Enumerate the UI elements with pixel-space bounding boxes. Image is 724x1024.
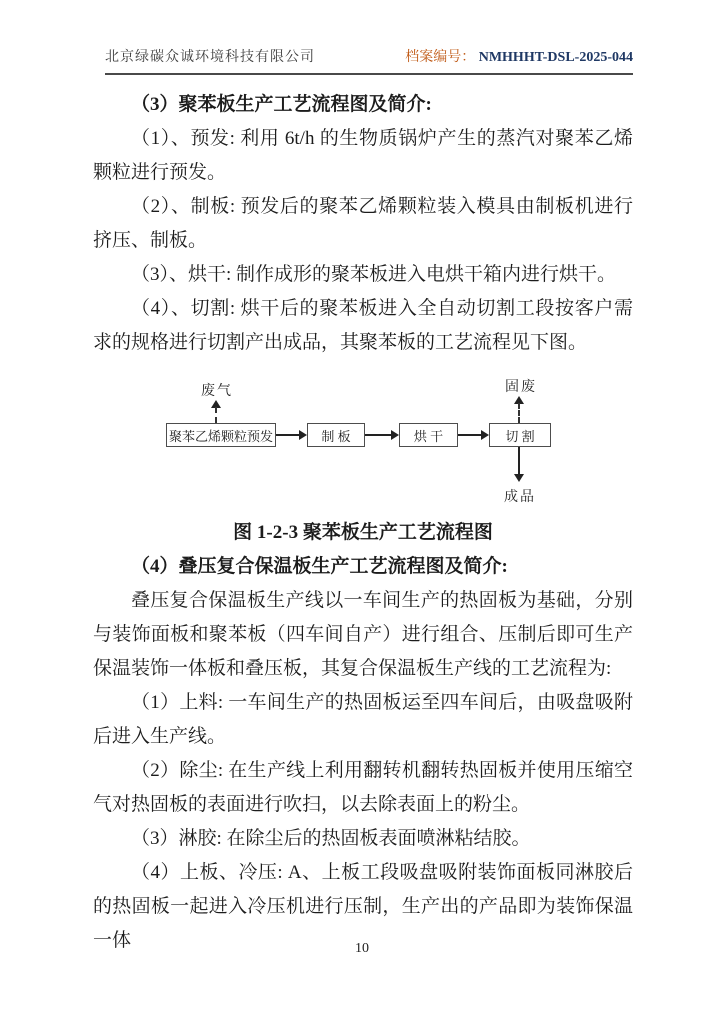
product-label: 成品 (504, 490, 536, 505)
paragraph: （4）上板、冷压: A、上板工段吸盘吸附装饰面板同淋胶后的热固板一起进入冷压机进行压制，生产出的产品即为装饰保温一体 (93, 862, 633, 951)
page-number: 10 (355, 941, 369, 956)
page-header (105, 46, 633, 75)
archive-label: 档案编号： (405, 50, 476, 65)
arrow-right-icon (299, 430, 307, 440)
dashed-line (518, 403, 520, 423)
paragraph: （3）、烘干: 制作成形的聚苯板进入电烘干箱内进行烘干。 (131, 264, 617, 285)
solid-waste-label: 固废 (505, 380, 537, 395)
section3-heading: （3）聚苯板生产工艺流程图及简介: (131, 94, 432, 115)
paragraph: （2）、制板: 预发后的聚苯乙烯颗粒装入模具由制板机进行挤压、制板。 (93, 196, 633, 251)
dashed-line (215, 407, 217, 423)
waste-gas-label: 废气 (201, 384, 233, 399)
flow-box-pre-expansion: 聚苯乙烯颗粒预发 (166, 423, 276, 447)
figure-caption: 图 1-2-3 聚苯板生产工艺流程图 (233, 522, 493, 543)
paragraph: 叠压复合保温板生产线以一车间生产的热固板为基础，分别与装饰面板和聚苯板（四车间自产）进行组合、压制后即可生产保温装饰一体板和叠压板，其复合保温板生产线的工艺流程为: (93, 590, 633, 679)
arrow-down-icon (514, 474, 524, 482)
paragraph: （3）淋胶: 在除尘后的热固板表面喷淋粘结胶。 (131, 828, 531, 849)
paragraph: （1）上料: 一车间生产的热固板运至四车间后，由吸盘吸附后进入生产线。 (93, 692, 633, 747)
flow-box-board-making: 制 板 (307, 423, 365, 447)
flow-line (518, 447, 520, 475)
document-body (93, 88, 633, 958)
flow-line (458, 434, 482, 436)
company-name: 北京绿碳众诚环境科技有限公司 (105, 50, 315, 65)
flow-line (365, 434, 392, 436)
arrow-right-icon (481, 430, 489, 440)
flow-box-cutting: 切 割 (489, 423, 551, 447)
archive-id (405, 46, 633, 66)
arrow-right-icon (391, 430, 399, 440)
paragraph: （1）、预发: 利用 6t/h 的生物质锅炉产生的蒸汽对聚苯乙烯颗粒进行预发。 (93, 128, 633, 183)
process-flow-diagram (93, 376, 633, 510)
flow-line (276, 434, 300, 436)
archive-number: NMHHHT-DSL-2025-044 (478, 50, 633, 65)
section4-heading: （4）叠压复合保温板生产工艺流程图及简介: (131, 556, 508, 577)
paragraph: （4）、切割: 烘干后的聚苯板进入全自动切割工段按客户需求的规格进行切割产出成品，其聚苯板的工艺流程见下图。 (93, 298, 633, 353)
flow-box-drying: 烘 干 (399, 423, 458, 447)
page-footer (0, 941, 724, 957)
paragraph: （2）除尘: 在生产线上利用翻转机翻转热固板并使用压缩空气对热固板的表面进行吹扫，以去除表面上的粉尘。 (93, 760, 633, 815)
